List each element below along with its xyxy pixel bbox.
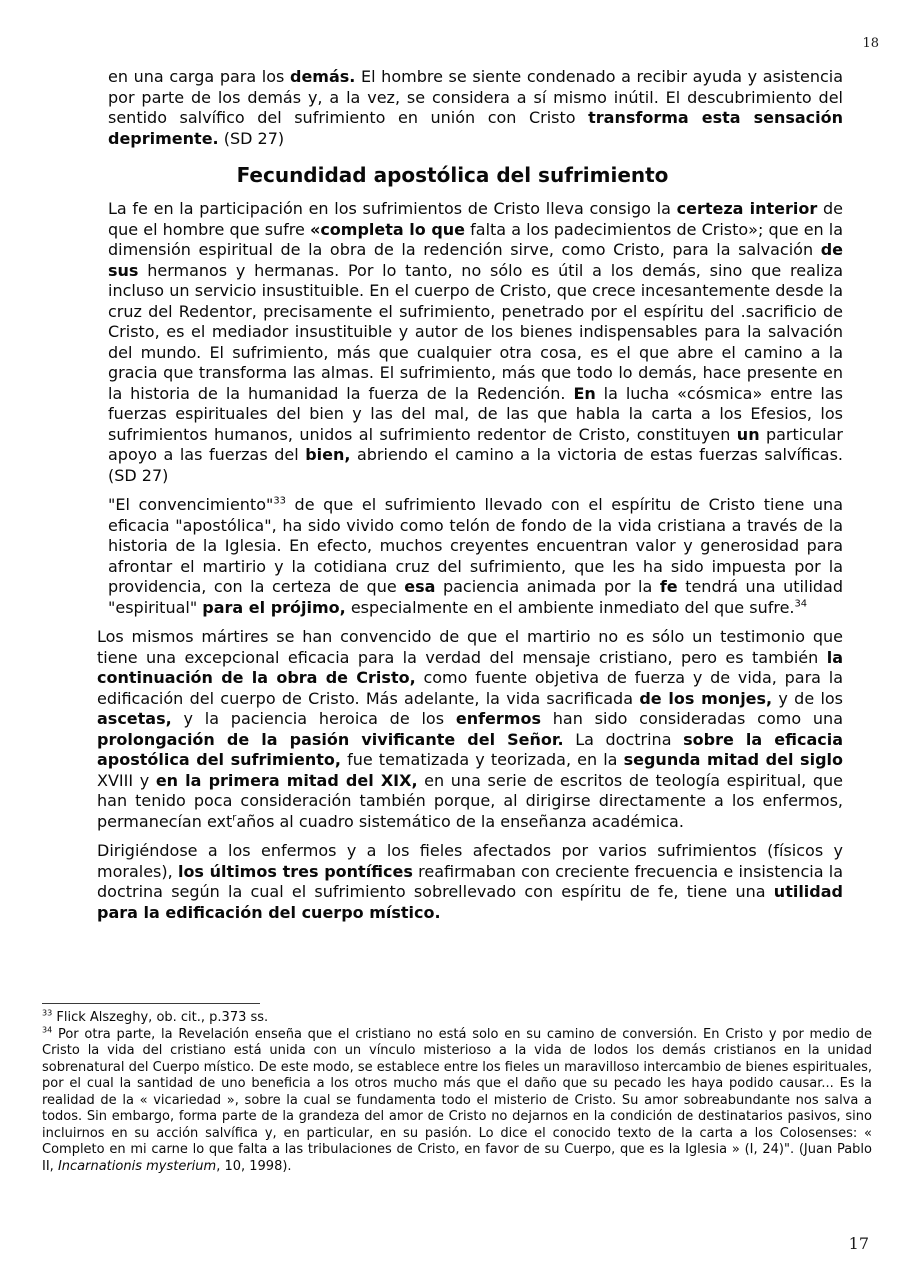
page-number-bottom: 17 (848, 1234, 869, 1253)
footnote-33: $^{33}$ Flick Alszeghy, ob. cit., p.373 ss. (42, 1008, 269, 1025)
section-heading: Fecundidad apostólica del sufrimiento (236, 163, 669, 187)
paragraph-pontifices: Dirigiéndose a los enfermos y a los fieles afectados por varios sufrimientos (físicos y morales), los últimos tres pontífices reafirmaban con creciente frecuencia e insistencia la doctrina según la cual el sufrimiento sobrellevado con espíritu de fe, tiene una utilidad para la edificación del cuerpo místico. (97, 841, 843, 922)
paragraph-intro: en una carga para los demás. El hombre se siente condenado a recibir ayuda y asistencia por parte de los demás y, a la vez, se considera a sí mismo inútil. El descubrimiento del sentido salvífico del sufrimiento en unión con Cristo transforma esta sensación deprimente. (SD 27) (108, 67, 844, 148)
page-number-top: 18 (862, 36, 879, 51)
paragraph-quote-sd27: La fe en la participación en los sufrimientos de Cristo lleva consigo la certeza interior de que el hombre que sufre «completa lo que falta a los padecimientos de Cristo»; que en la dimensión espiritual de la obra de la redención sirve, como Cristo, para la salvación de sus hermanos y hermanas. Por lo tanto, no sólo es útil a los demás, sino que realiza incluso un servicio insustituible. En el cuerpo de Cristo, que crece incesantemente desde la cruz del Redentor, precisamente el sufrimiento, penetrado por el espíritu del .sacrificio de Cristo, es el mediador insustituible y autor de los bienes indispensables para la salvación del mundo. El sufrimiento, más que cualquier otra cosa, es el que abre el camino a la gracia que transforma las almas. El sufrimiento, más que todo lo demás, hace presente en la historia de la humanidad la fuerza de la Redención. En la lucha «cósmica» entre las fuerzas espirituales del bien y las del mal, de las que habla la carta a los Efesios, los sufrimientos humanos, unidos al sufrimiento redentor de Cristo, constituyen un particular apoyo a las fuerzas del bien, abriendo el camino a la victoria de estas fuerzas salvíficas. (SD 27) (108, 199, 844, 485)
footnote-separator (42, 1003, 260, 1004)
paragraph-martires: Los mismos mártires se han convencido de que el martirio no es sólo un testimonio que tiene una excepcional eficacia para la verdad del mensaje cristiano, pero es también la continuación de la obra de Cristo, como fuente objetiva de fuerza y de vida, para la edificación del cuerpo de Cristo. Más adelante, la vida sacrificada de los monjes, y de los ascetas, y la paciencia heroica de los enfermos han sido consideradas como una prolongación de la pasión vivificante del Señor. La doctrina sobre la eficacia apostólica del sufrimiento, fue tematizada y teorizada, en la segunda mitad del siglo XVIII y en la primera mitad del XIX, en una serie de escritos de teología espiritual, que han tenido poca consideración también porque, al dirigirse directamente a los enfermos, permanecían ext$^r$años al cuadro sistemático de la enseñanza académica. (97, 627, 844, 831)
paragraph-convencimiento: "El convencimiento"$^{33}$ de que el sufrimiento llevado con el espíritu de Cristo tiene una eficacia "apostólica", ha sido vivido como telón de fondo de la vida cristiana a través de la historia de la Iglesia. En efecto, muchos creyentes encuentran valor y generosidad para afrontar el martirio y la cotidiana cruz del sufrimiento, que les ha sido impuesta por la providencia, con la certeza de que esa paciencia animada por la fe tendrá una utilidad "espiritual" para el prójimo, especialmente en el ambiente inmediato del que sufre.$^{34}$ (108, 495, 844, 617)
footnote-34: $^{34}$ Por otra parte, la Revelación enseña que el cristiano no está solo en su camino de conversión. En Cristo y por medio de Cristo la vida del cristiano está unida con un vínculo misterioso a la vida de lodos los demás cristianos en la unidad sobrenatural del Cuerpo místico. De este modo, se establece entre los fieles un maravilloso intercambio de bienes espirituales, por el cual la santidad de uno beneficia a los otros mucho más que el daño que su pecado les haya podido causar... Es la realidad de la « vicariedad », sobre la cual se fundamenta todo el misterio de Cristo. Su amor sobreabundante nos salva a todos. Sin embargo, forma parte de la grandeza del amor de Cristo no dejarnos en la condición de destinatarios pasivos, sino incluirnos en su acción salvífica y, en particular, en su pasión. Lo dice el conocido texto de la carta a los Colosenses: « Completo en mi carne lo que falta a las tribulaciones de Cristo, en favor de su Cuerpo, que es la Iglesia » (I, 24)". (Juan Pablo II, Incarnationis mysterium, 10, 1998). (42, 1025, 872, 1174)
footnote-area (42, 1003, 872, 1175)
